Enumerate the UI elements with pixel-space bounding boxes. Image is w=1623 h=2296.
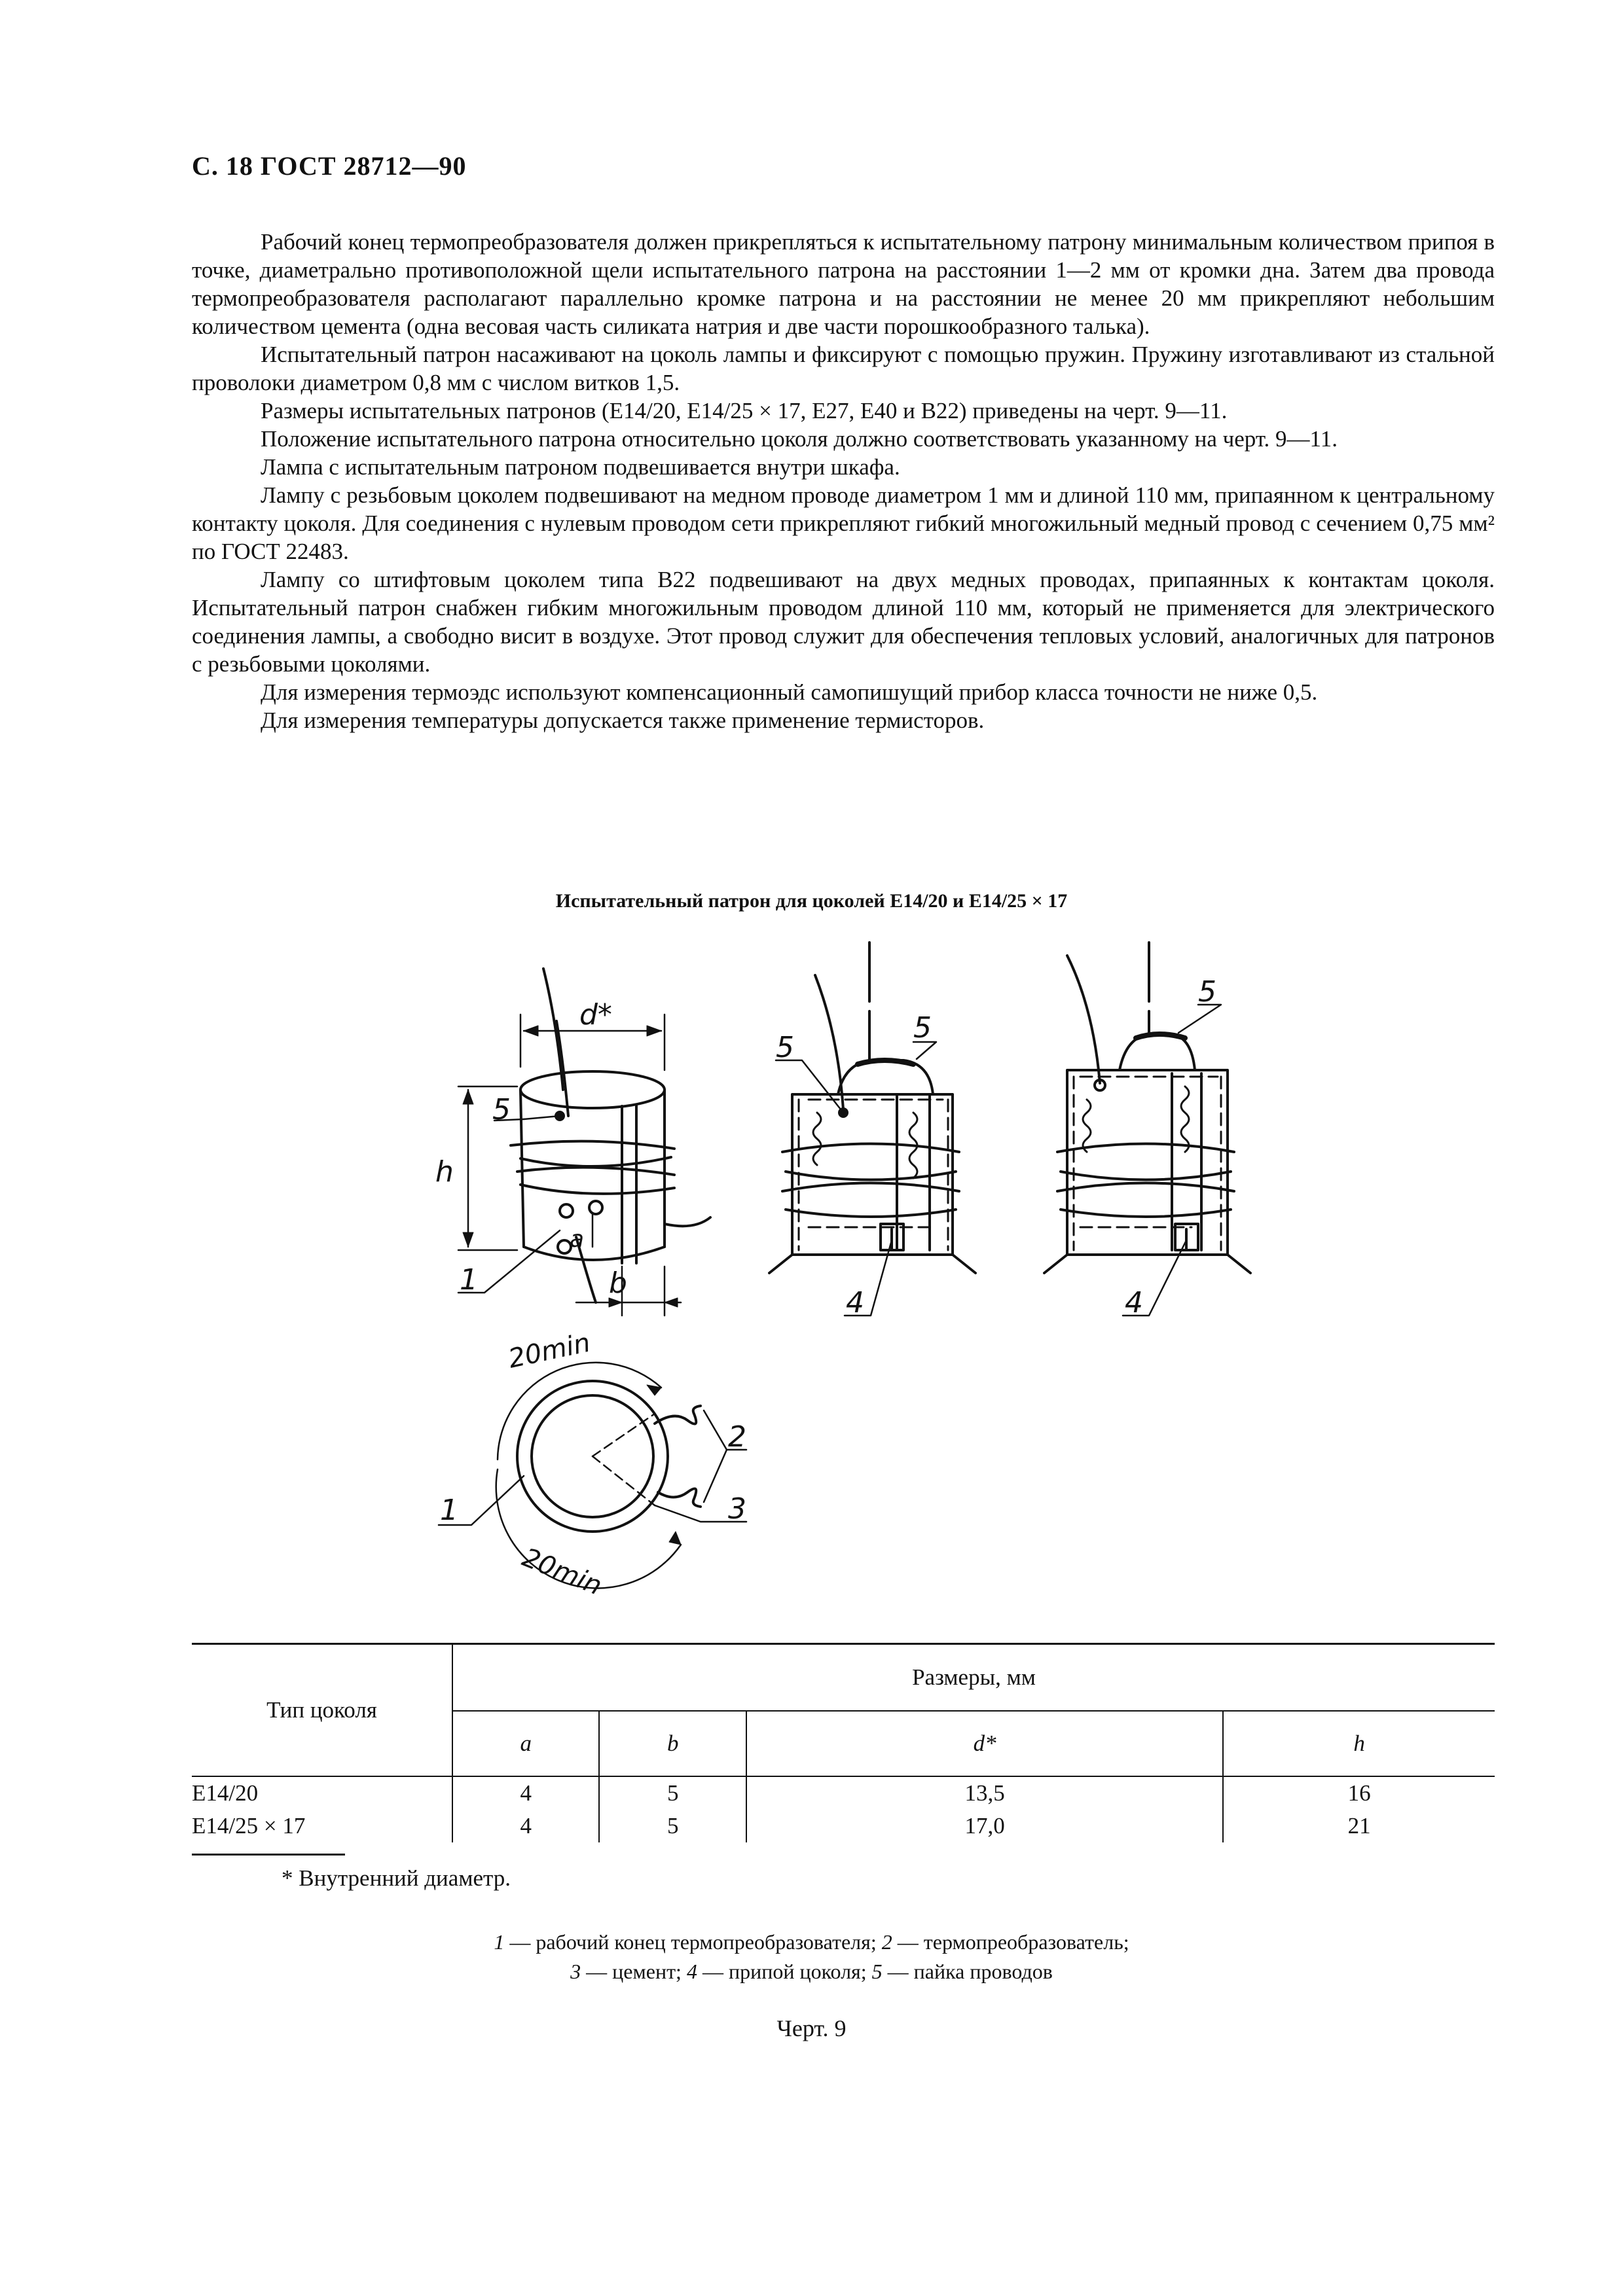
column-header-sizes: Размеры, мм [452,1644,1495,1712]
cell-h: 16 [1223,1776,1495,1810]
test-socket-section-view-e14-20 [769,942,976,1316]
column-header-d: d* [746,1711,1223,1776]
label-4-mid: 4 [846,1286,864,1319]
legend-number: 4 [686,1960,697,1983]
dimensions-table [192,1643,1495,1842]
cell-d: 13,5 [746,1776,1223,1810]
footnote: * Внутренний диаметр. [282,1865,511,1891]
cell-b: 5 [599,1810,746,1842]
cell-type: E14/25 × 17 [192,1810,452,1842]
column-header-h: h [1223,1711,1495,1776]
legend-number: 1 [494,1930,505,1954]
legend-text: — цемент; [581,1960,687,1983]
label-b: b [609,1266,627,1300]
label-5-mid-b: 5 [913,1011,932,1045]
legend-line-1 [0,1928,1623,1957]
column-header-type: Тип цоколя [192,1644,452,1777]
figure-caption: Черт. 9 [776,2015,847,2041]
legend-text: — термопреобразователь; [892,1930,1129,1954]
label-2: 2 [728,1420,746,1454]
column-header-a: a [452,1711,599,1776]
label-4-right: 4 [1125,1286,1143,1319]
cell-a: 4 [520,1813,532,1839]
label-h: h [435,1155,454,1189]
paragraph: Размеры испытательных патронов (E14/20, E14/25 × 17, E27, E40 и B22) приведены на черт. 9—11. [261,398,1228,423]
label-20min-top: 20min [505,1327,593,1374]
table-row [192,1810,1495,1842]
footnote-divider [192,1854,345,1856]
paragraph: Положение испытательного патрона относительно цоколя должно соответствовать указанному на черт. 9—11. [261,426,1338,452]
cell-b: 5 [599,1776,746,1810]
figure-title: Испытательный патрон для цоколей E14/20 и E14/25 × 17 [555,890,1068,912]
label-5-right: 5 [1198,975,1216,1009]
legend-number: 5 [871,1960,883,1983]
legend-line-2 [0,1957,1623,1986]
cell-type: E14/20 [192,1776,452,1810]
label-1-left: 1 [460,1263,478,1297]
test-socket-section-view-e14-25 [1044,942,1250,1316]
label-d-star: d* [579,998,612,1031]
legend-text: — пайка проводов [882,1960,1053,1983]
legend-number: 3 [570,1960,581,1983]
label-1-plan: 1 [440,1494,458,1527]
test-socket-plan-view [439,1363,746,1588]
label-5-mid-a: 5 [776,1031,794,1064]
cell-h: 21 [1223,1810,1495,1842]
paragraph: Лампа с испытательным патроном подвешивается внутри шкафа. [261,454,900,480]
page-header: С. 18 ГОСТ 28712—90 [192,151,467,181]
label-20min-bottom: 20min [518,1542,606,1602]
label-3: 3 [728,1492,746,1526]
legend-number: 2 [881,1930,892,1954]
paragraph: Рабочий конец термопреобразователя должен прикрепляться к испытательному патрону минимальным количеством припоя в точке, диаметрально противоположной щели испытательного патрона на расстоянии 1—2 мм от кромки дна. Затем два провода термопреобразователя располагают параллельно кромке патрона и на расстоянии не менее 20 мм прикрепляют небольшим количеством цемента (одна весовая часть силиката натрия и две части порошкообразного талька). [192,229,1495,339]
legend-text: — рабочий конец термопреобразователя; [504,1930,882,1954]
figure-legend [0,1928,1623,1986]
legend-text: — припой цоколя; [697,1960,872,1983]
table-row [192,1776,1495,1810]
label-5-left: 5 [492,1093,511,1126]
cell-d: 17,0 [746,1810,1223,1842]
column-header-b: b [599,1711,746,1776]
cell-a: 4 [520,1780,532,1806]
paragraph: Для измерения температуры допускается также применение термисторов. [261,708,985,733]
paragraph: Испытательный патрон насаживают на цоколь лампы и фиксируют с помощью пружин. Пружину изготавливают из стальной проволоки диаметром 0,8 мм с числом витков 1,5. [192,342,1495,395]
paragraph: Для измерения термоэдс используют компенсационный самопишущий прибор класса точности не ниже 0,5. [261,679,1318,705]
label-a: a [570,1226,585,1253]
paragraph: Лампу с резьбовым цоколем подвешивают на медном проводе диаметром 1 мм и длиной 110 мм, припаянном к центральному контакту цоколя. Для соединения с нулевым проводом сети прикрепляют гибкий многожильный медный провод с сечением 0,75 мм² по ГОСТ 22483. [192,482,1495,564]
paragraph: Лампу со штифтовым цоколем типа B22 подвешивают на двух медных проводах, припаянных к контактам цоколя. Испытательный патрон снабжен гибким многожильным проводом длиной 110 мм, который не применяется для электрического соединения лампы, а свободно висит в воздухе. Этот провод служит для обеспечения тепловых условий, аналогичных для патронов с резьбовыми цоколями. [192,567,1495,677]
